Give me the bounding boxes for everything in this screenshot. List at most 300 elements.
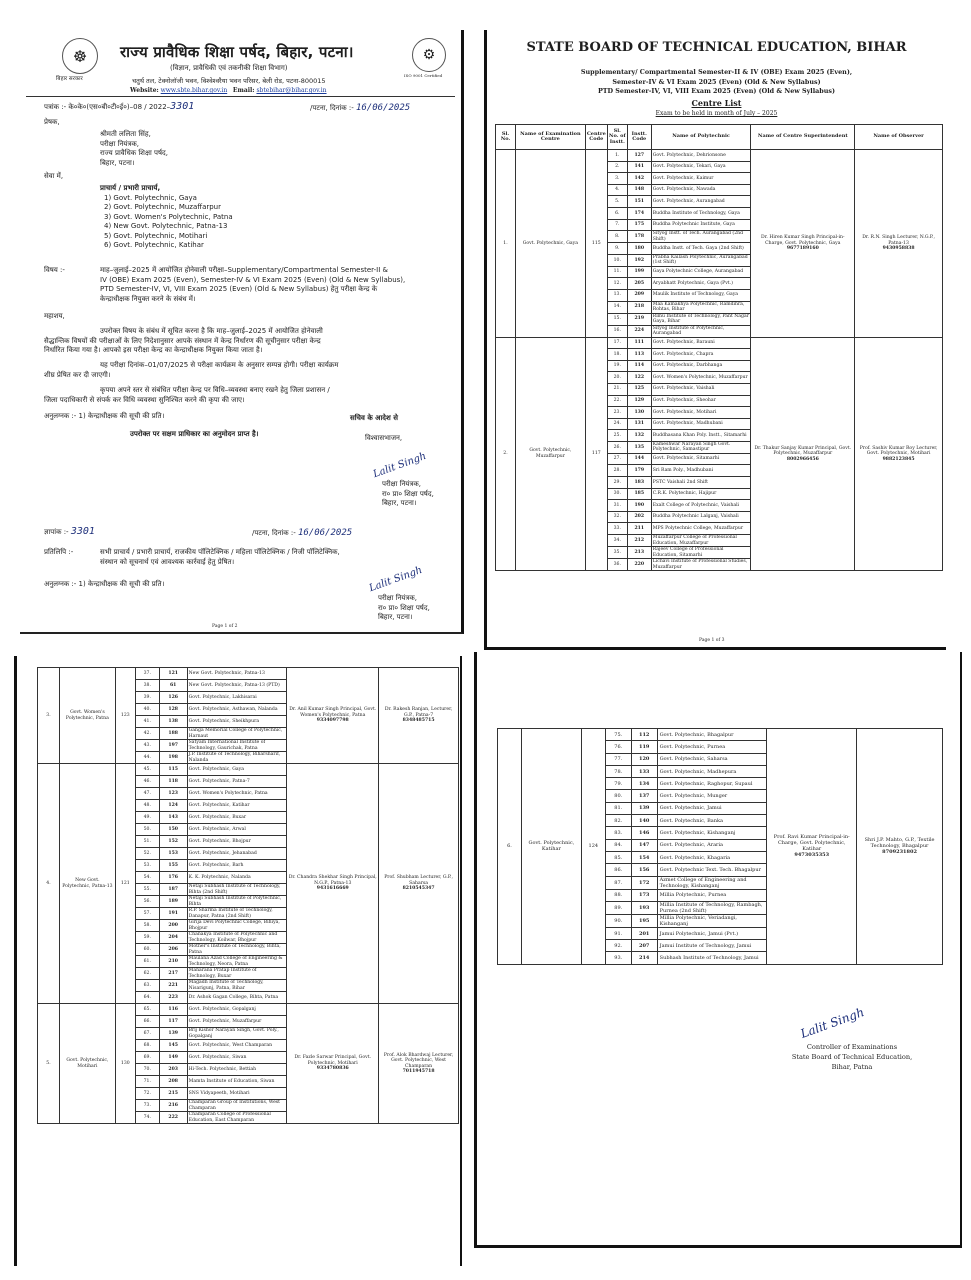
- inst-code: 138: [159, 716, 187, 728]
- inst-code: 141: [627, 161, 651, 173]
- inst-sl: 43.: [135, 740, 159, 752]
- polytechnic-name: Jamui Polytechnic, Jamui (Pvt.): [657, 927, 767, 939]
- obs-phone: 9882123845: [882, 456, 915, 462]
- inst-code: 189: [159, 896, 187, 908]
- inst-code: 117: [159, 1016, 187, 1028]
- polytechnic-name: Champaran Group of Institutions, West Champaran: [187, 1100, 287, 1112]
- inst-code: 179: [627, 465, 651, 477]
- inst-sl: 14.: [607, 301, 627, 313]
- inst-sl: 24.: [607, 418, 627, 430]
- obs-name: Dr. Rakesh Ranjan, Lecturer, G.P., Patna-7: [384, 707, 453, 718]
- inst-sl: 25.: [607, 430, 627, 442]
- inst-code: 148: [627, 184, 651, 196]
- inst-sl: 70.: [135, 1064, 159, 1076]
- month-note: Exam to be held in month of July – 2025: [655, 110, 778, 117]
- polytechnic-name: Govt. Polytechnic, Sheikhpura: [187, 716, 287, 728]
- inst-sl: 23.: [607, 407, 627, 419]
- inst-sl: 20.: [607, 372, 627, 384]
- inst-code: 144: [627, 453, 651, 465]
- inst-code: 209: [627, 289, 651, 301]
- polytechnic-name: Buddha Polytechnic Institute, Gaya: [651, 219, 751, 231]
- inst-code: 205: [627, 278, 651, 290]
- inst-code: 130: [627, 407, 651, 419]
- polytechnic-name: MPS Polytechnic College, Muzaffarpur: [651, 523, 751, 535]
- polytechnic-name: Govt. Polytechnic, Khagaria: [657, 851, 767, 863]
- group-centre: Govt. Polytechnic, Katihar: [521, 729, 581, 965]
- inst-sl: 29.: [607, 477, 627, 489]
- inst-sl: 72.: [135, 1088, 159, 1100]
- polytechnic-name: PSTC Vaishali 2nd Shift: [651, 477, 751, 489]
- recipient-block: प्राचार्य / प्रभारी प्राचार्य, 1) Govt. Polytechnic, Gaya 2) Govt. Polytechnic, Muzaffarpur 3) Govt. Women's Polytechnic, Patna 4) New Govt. Polytechnic, Patna-13 5) Govt. Polytechnic, Motihari 6) Govt. Polytechnic, Katihar: [100, 184, 233, 249]
- polytechnic-name: Buddha Instt. of Tech. Gaya (2nd Shift): [651, 243, 751, 255]
- table-row: [38, 668, 459, 680]
- inst-sl: 83.: [605, 827, 631, 839]
- inst-code: 149: [159, 1052, 187, 1064]
- polytechnic-name: Govt. Polytechnic, Vaishali: [651, 383, 751, 395]
- inst-sl: 47.: [135, 788, 159, 800]
- polytechnic-name: Chanakya Institute of Polytechnic and Technology, Koilwar, Bhojpur: [187, 932, 287, 944]
- polytechnic-name: Lichavi Institute of Professional Studies, Muzaffarpur: [651, 559, 751, 571]
- polytechnic-name: Maa Kamakhya Polytechnic, Ramdihra, Rohtas, Bihar: [651, 301, 751, 313]
- polytechnic-name: Govt. Polytechnic, Bhojpur: [187, 836, 287, 848]
- inst-sl: 3.: [607, 173, 627, 185]
- polytechnic-name: Jamui Institute of Technology, Jamui: [657, 940, 767, 952]
- inst-code: 153: [159, 848, 187, 860]
- inst-sl: 48.: [135, 800, 159, 812]
- inst-sl: 77.: [605, 753, 631, 765]
- pratilipi-block: सभी प्राचार्य / प्रभारी प्राचार्य, राजकीय पॉलिटेक्निक / महिला पॉलिटेक्निक / निजी पॉलिटेक्निक, संस्थान को सूचनार्थ एवं आवश्यक कार्रवाई हेतु प्रेषित।: [100, 548, 340, 566]
- inst-code: 191: [159, 908, 187, 920]
- inst-sl: 53.: [135, 860, 159, 872]
- inst-sl: 73.: [135, 1100, 159, 1112]
- inst-code: 155: [159, 860, 187, 872]
- polytechnic-name: Govt. Polytechnic, Muzaffarpur: [187, 1016, 287, 1028]
- inst-sl: 60.: [135, 944, 159, 956]
- inst-code: 212: [627, 535, 651, 547]
- approval-note: उपरोक्त पर सक्षम प्राधिकार का अनुमोदन प्राप्त है।: [130, 430, 259, 438]
- polytechnic-name: Govt. Polytechnic, Raghopur, Supaul: [657, 778, 767, 790]
- inst-sl: 33.: [607, 523, 627, 535]
- inst-sl: 10.: [607, 254, 627, 266]
- group-centre: Govt. Polytechnic, Motihari: [59, 1004, 115, 1124]
- polytechnic-name: New Govt. Polytechnic, Patna-13 (PTD): [187, 680, 287, 692]
- inst-code: 216: [159, 1100, 187, 1112]
- inst-sl: 6.: [607, 207, 627, 219]
- centre-list-page-2: [14, 656, 462, 1266]
- inst-code: 143: [159, 812, 187, 824]
- polytechnic-name: Govt. Polytechnic, Araria: [657, 839, 767, 851]
- inst-sl: 22.: [607, 395, 627, 407]
- group-code: 130: [115, 1004, 135, 1124]
- polytechnic-name: Govt. Polytechnic, Patna-7: [187, 776, 287, 788]
- polytechnic-name: Rajeev College of Professional Education, Sitamarhi: [651, 547, 751, 559]
- polytechnic-name: Millia Polytechnic, Purnea: [657, 889, 767, 901]
- group-sl: 3.: [38, 668, 60, 764]
- vishay-label: विषय :-: [44, 266, 65, 274]
- supt-phone: 9431616669: [316, 886, 349, 892]
- polytechnic-name: Govt. Polytechnic, Madhubani: [651, 418, 751, 430]
- inst-code: 139: [159, 1028, 187, 1040]
- inst-code: 202: [627, 511, 651, 523]
- superintendent-cell: [287, 764, 379, 1004]
- group-centre: Govt. Polytechnic, Muzaffarpur: [515, 337, 585, 571]
- inst-code: 125: [627, 383, 651, 395]
- inst-code: 131: [627, 418, 651, 430]
- col-code: Centre Code: [585, 125, 607, 150]
- polytechnic-name: Govt. Polytechnic, Chapra: [651, 349, 751, 361]
- supt-phone: 9334097798: [316, 718, 349, 724]
- inst-sl: 13.: [607, 289, 627, 301]
- sachiv-order: सचिव के आदेश से: [350, 414, 398, 422]
- inst-code: 176: [159, 872, 187, 884]
- polytechnic-name: Girija Devi Polytechnic College, Bihiya, Bhojpur: [187, 920, 287, 932]
- exam-lines: Supplementary/ Compartmental Semester-II & IV (OBE) Exam 2025 (Even), Semester-IV & VI Exam 2025 (Even) (Old & New Syllabus) PTD Semester-IV, VI, VIII Exam 2025 (Even) (Old & New Syllabus): [580, 68, 853, 95]
- inst-code: 207: [631, 940, 657, 952]
- centre-table-3: [497, 728, 943, 965]
- inst-sl: 1.: [607, 150, 627, 162]
- polytechnic-name: Govt. Polytechnic, Siwan: [187, 1052, 287, 1064]
- inst-code: 180: [627, 243, 651, 255]
- polytechnic-name: Govt. Women's Polytechnic, Patna: [187, 788, 287, 800]
- inst-sl: 55.: [135, 884, 159, 896]
- table-body: [496, 150, 943, 571]
- patna-date-2: /पटना, दिनांक :- 16/06/2025: [252, 528, 353, 538]
- supt-phone: 9334780836: [316, 1066, 349, 1072]
- inst-code: 137: [631, 790, 657, 802]
- inst-code: 122: [627, 372, 651, 384]
- polytechnic-name: Govt. Polytechnic, Saharsa: [657, 753, 767, 765]
- inst-sl: 81.: [605, 802, 631, 814]
- inst-code: 211: [627, 523, 651, 535]
- inst-code: 156: [631, 864, 657, 876]
- inst-sl: 35.: [607, 547, 627, 559]
- inst-sl: 80.: [605, 790, 631, 802]
- inst-sl: 38.: [135, 680, 159, 692]
- para-1: उपरोक्त विषय के संबंध में सूचित करना है कि माह–जुलाई–2025 में आयोजित होनेवाली सैद्धान्तिक विषयों की परीक्षाओं के लिए निदेशानुसार आपके संस्थान में केन्द्र निर्धारण की सूचीनुसार परीक्षा केन्द्र निर्धारित किया गया है। आपको इस परीक्षा केन्द्र का केन्द्राधीक्षक नियुक्त किया जाता है।: [44, 327, 323, 354]
- inst-code: 123: [159, 788, 187, 800]
- group-code: 123: [115, 668, 135, 764]
- inst-sl: 2.: [607, 161, 627, 173]
- polytechnic-name: Sri Ram Poly., Madhubani: [651, 465, 751, 477]
- observer-cell: [855, 150, 943, 338]
- inst-code: 197: [159, 740, 187, 752]
- vishwasbhajan: विश्वासभाजन,: [365, 434, 403, 442]
- inst-sl: 50.: [135, 824, 159, 836]
- polytechnic-name: Mother's Institute of Technology, Bihta, Patna: [187, 944, 287, 956]
- obs-name: Dr. R.N. Singh Lecturer, N.G.P., Patna-13: [862, 235, 935, 246]
- sign-block-2: परीक्षा नियंत्रक, रा० प्रा० शिक्षा पर्षद, बिहार, पटना।: [378, 594, 430, 621]
- observer-cell: [379, 1004, 459, 1124]
- col-inst-sl: Sl. No. of Instt.: [607, 125, 627, 150]
- inst-code: 224: [627, 325, 651, 337]
- obs-name: Prof. Shubham Lecturer, G.P., Saharsa: [384, 875, 453, 886]
- supt-name: Dr. Hiren Kumar Singh Principal-in-Charge, Govt. Polytechnic, Gaya: [761, 235, 845, 246]
- col-polytechnic: Name of Polytechnic: [651, 125, 751, 150]
- observer-cell: [857, 729, 943, 965]
- inst-sl: 42.: [135, 728, 159, 740]
- polytechnic-name: C.R.K. Polytechnic, Hajipur: [651, 488, 751, 500]
- inst-sl: 51.: [135, 836, 159, 848]
- table-row: [498, 729, 943, 741]
- inst-code: 133: [631, 765, 657, 777]
- inst-code: 147: [631, 839, 657, 851]
- centre-list-page-1: [484, 30, 946, 650]
- group-centre: Govt. Women's Polytechnic, Patna: [59, 668, 115, 764]
- col-superintendent: Name of Centre Superintendent: [751, 125, 855, 150]
- centre-table-1: [495, 124, 943, 571]
- signature-1: Lalit Singh: [371, 450, 428, 481]
- polytechnic-name: Govt. Polytechnic, Arwal: [187, 824, 287, 836]
- inst-sl: 36.: [607, 559, 627, 571]
- inst-sl: 7.: [607, 219, 627, 231]
- inst-sl: 19.: [607, 360, 627, 372]
- inst-code: 214: [631, 952, 657, 964]
- inst-code: 208: [159, 1076, 187, 1088]
- inst-code: 128: [159, 704, 187, 716]
- inst-code: 146: [631, 827, 657, 839]
- inst-sl: 11.: [607, 266, 627, 278]
- inst-code: 198: [159, 752, 187, 764]
- group-code: 115: [585, 150, 607, 338]
- inst-code: 174: [627, 207, 651, 219]
- inst-sl: 68.: [135, 1040, 159, 1052]
- inst-sl: 16.: [607, 325, 627, 337]
- obs-name: Shri J.P. Mahto, G.P., Textile Technology, Bhagalpur: [864, 837, 935, 850]
- observer-cell: [379, 764, 459, 1004]
- inst-sl: 18.: [607, 349, 627, 361]
- inst-code: 115: [159, 764, 187, 776]
- inst-sl: 67.: [135, 1028, 159, 1040]
- inst-code: 121: [159, 668, 187, 680]
- inst-code: 175: [627, 219, 651, 231]
- group-sl: 2.: [496, 337, 516, 571]
- polytechnic-name: K. K. Polytechnic, Nalanda: [187, 872, 287, 884]
- inst-sl: 93.: [605, 952, 631, 964]
- inst-sl: 89.: [605, 901, 631, 914]
- group-code: 121: [115, 764, 135, 1004]
- inst-code: 151: [627, 196, 651, 208]
- inst-code: 215: [159, 1088, 187, 1100]
- controller-signature: Lalit Singh: [798, 1005, 867, 1041]
- superintendent-cell: [287, 1004, 379, 1124]
- inst-code: 150: [159, 824, 187, 836]
- patna-date: /पटना, दिनांक :- 16/06/2025: [310, 103, 411, 113]
- inst-sl: 9.: [607, 243, 627, 255]
- polytechnic-name: Govt. Polytechnic, Nawada: [651, 184, 751, 196]
- inst-code: 116: [159, 1004, 187, 1016]
- obs-phone: 8709231802: [882, 849, 917, 856]
- inst-sl: 30.: [607, 488, 627, 500]
- inst-sl: 45.: [135, 764, 159, 776]
- polytechnic-name: Govt. Polytechnic, Gaya: [187, 764, 287, 776]
- inst-code: 173: [631, 889, 657, 901]
- letter-page: [20, 30, 464, 634]
- page-number-2: Page 1 of 3: [699, 638, 725, 643]
- polytechnic-name: Muzaffarpur College of Professional Education, Muzaffarpur: [651, 535, 751, 547]
- inst-sl: 46.: [135, 776, 159, 788]
- inst-code: 220: [627, 559, 651, 571]
- polytechnic-name: Govt. Polytechnic, Barh: [187, 860, 287, 872]
- inst-sl: 34.: [607, 535, 627, 547]
- inst-code: 222: [159, 1112, 187, 1124]
- table-row: [38, 764, 459, 776]
- polytechnic-name: Satyam International Institute of Technology, Gaurichak, Patna: [187, 740, 287, 752]
- group-code: 124: [581, 729, 605, 965]
- inst-sl: 69.: [135, 1052, 159, 1064]
- polytechnic-name: Govt. Polytechnic, Madhepura: [657, 765, 767, 777]
- inst-code: 206: [159, 944, 187, 956]
- inst-code: 126: [159, 692, 187, 704]
- polytechnic-name: Govt. Polytechnic, Dehrionsone: [651, 150, 751, 162]
- inst-code: 204: [159, 932, 187, 944]
- polytechnic-name: Govt. Polytechnic, Jamui: [657, 802, 767, 814]
- polytechnic-name: Magadh Institute of Technology, Nisarigunj, Patna, Bihar: [187, 980, 287, 992]
- inst-code: 210: [159, 956, 187, 968]
- polytechnic-name: Govt. Polytechnic, Tekari, Gaya: [651, 161, 751, 173]
- polytechnic-name: Govt. Polytechnic, West Champaran: [187, 1040, 287, 1052]
- board-seal-icon: ⚙: [412, 38, 446, 72]
- polytechnic-name: Maulik Institute of Technology, Gaya: [651, 289, 751, 301]
- polytechnic-name: Gaya Polytechnic College, Aurangabad: [651, 266, 751, 278]
- observer-cell: [855, 337, 943, 571]
- table-header: [496, 125, 943, 150]
- anulagnak-2: अनुलग्नक :- 1) केन्द्राधीक्षक की सूची की प्रति।: [44, 580, 165, 588]
- inst-sl: 27.: [607, 453, 627, 465]
- board-title: STATE BOARD OF TECHNICAL EDUCATION, BIHAR: [526, 40, 907, 55]
- page-number-1: Page 1 of 2: [212, 624, 238, 629]
- inst-code: 118: [159, 776, 187, 788]
- inst-sl: 57.: [135, 908, 159, 920]
- inst-sl: 78.: [605, 765, 631, 777]
- polytechnic-name: Brij Kishor Narayan Singh, Govt. Poly., Gopalganj: [187, 1028, 287, 1040]
- inst-sl: 44.: [135, 752, 159, 764]
- inst-sl: 58.: [135, 920, 159, 932]
- sender-block: श्रीमती ललिता सिंह, परीक्षा नियंत्रक, राज्य प्रावैधिक शिक्षा पर्षद, बिहार, पटना।: [100, 130, 168, 167]
- polytechnic-name: Champaran College of Professional Education, East Champaran: [187, 1112, 287, 1124]
- letterhead-title: राज्य प्रावैधिक शिक्षा पर्षद, बिहार, पटना।: [120, 43, 354, 61]
- inst-sl: 65.: [135, 1004, 159, 1016]
- supt-name: Dr. Anil Kumar Singh Principal, Govt. Women's Polytechnic, Patna: [289, 707, 377, 718]
- subject-block: माह–जुलाई–2025 में आयोजित होनेवाली परीक्षा–Supplementary/Compartmental Semester-II & IV (OBE) Exam 2025 (Even), Semester-IV & VI Exam 2025 (Even) (Old & New Syllabus), PTD Semester-IV, VI, VIII Exam 2025 (Even) (Old & New Syllabus) हेतु परीक्षा केन्द्र के केन्द्राधीक्षक नियुक्त करने के संबंध में।: [100, 266, 406, 303]
- sign-block-1: परीक्षा नियंत्रक, रा० प्रा० शिक्षा पर्षद, बिहार, पटना।: [382, 480, 434, 507]
- inst-code: 213: [627, 547, 651, 559]
- inst-sl: 71.: [135, 1076, 159, 1088]
- inst-code: 217: [159, 968, 187, 980]
- polytechnic-name: Kameshwar Narayan Singh Govt. Polytechnic, Samastipur: [651, 441, 751, 453]
- inst-sl: 82.: [605, 815, 631, 827]
- supt-name: Dr. Chandra Shekhar Singh Principal, N.G.P., Patna-13: [288, 875, 377, 886]
- supt-name: Dr. Fazle Sarwar Principal, Govt. Polytechnic, Motihari: [294, 1055, 372, 1066]
- group-centre: New Govt. Polytechnic, Patna-13: [59, 764, 115, 1004]
- polytechnic-name: Millia Polytechnic, Veriadangi, Kishanganj: [657, 914, 767, 927]
- supt-phone: 9677189160: [786, 246, 819, 252]
- inst-code: 132: [627, 430, 651, 442]
- controller-block: Controller of Examinations State Board of Technical Education, Bihar, Patna: [791, 1043, 913, 1071]
- inst-sl: 8.: [607, 231, 627, 243]
- polytechnic-name: Maharana Pratap Institute of Technology, Buxar: [187, 968, 287, 980]
- inst-sl: 92.: [605, 940, 631, 952]
- inst-sl: 56.: [135, 896, 159, 908]
- inst-code: 195: [631, 914, 657, 927]
- polytechnic-name: Aryabhatt Polytechnic, Gaya (Pvt.): [651, 278, 751, 290]
- inst-code: 127: [627, 150, 651, 162]
- inst-sl: 21.: [607, 383, 627, 395]
- table-body: [38, 668, 459, 1124]
- table-row: [496, 150, 943, 162]
- signature-2: Lalit Singh: [367, 564, 424, 595]
- inst-code: 188: [159, 728, 187, 740]
- inst-code: 152: [159, 836, 187, 848]
- polytechnic-name: Netaji Subhash Institute of Technology, Bihta (2nd Shift): [187, 884, 287, 896]
- inst-code: 119: [631, 741, 657, 753]
- letterhead-subtitle: (विज्ञान, प्रावैधिकी एवं तकनीकी शिक्षा विभाग): [170, 64, 288, 72]
- centre-table-2: [37, 667, 459, 1124]
- inst-code: 218: [627, 301, 651, 313]
- polytechnic-name: Govt. Polytechnic, Katihar: [187, 800, 287, 812]
- inst-sl: 5.: [607, 196, 627, 208]
- polytechnic-name: Subhash Institute of Technology, Jamui: [657, 952, 767, 964]
- inst-sl: 88.: [605, 889, 631, 901]
- inst-code: 134: [631, 778, 657, 790]
- group-sl: 1.: [496, 150, 516, 338]
- inst-sl: 17.: [607, 337, 627, 349]
- polytechnic-name: R.P. Sharma Institute of Technology, Danapur, Patna (2nd Shift): [187, 908, 287, 920]
- obs-phone: 7011945718: [402, 1069, 435, 1074]
- group-code: 117: [585, 337, 607, 571]
- polytechnic-name: New Govt. Polytechnic, Patna-13: [187, 668, 287, 680]
- inst-code: 190: [627, 500, 651, 512]
- inst-sl: 76.: [605, 741, 631, 753]
- para-2: यह परीक्षा दिनांक–01/07/2025 से परीक्षा कार्यक्रम के अनुसार सम्पन्न होगी। परीक्षा कार्यक्रम शीघ्र प्रेषित कर दी जाएगी।: [44, 361, 339, 379]
- inst-code: 201: [631, 927, 657, 939]
- inst-sl: 61.: [135, 956, 159, 968]
- group-centre: Govt. Polytechnic, Gaya: [515, 150, 585, 338]
- inst-code: 135: [627, 441, 651, 453]
- polytechnic-name: Govt. Women's Polytechnic, Muzaffarpur: [651, 372, 751, 384]
- inst-sl: 12.: [607, 278, 627, 290]
- polytechnic-name: J.P. Institute of Technology, Biharsharif, Nalanda: [187, 752, 287, 764]
- inst-code: 154: [631, 851, 657, 863]
- obs-phone: 8348485715: [402, 718, 435, 724]
- polytechnic-name: SNS Vidyapeeth, Motihari: [187, 1088, 287, 1100]
- inst-sl: 87.: [605, 876, 631, 889]
- inst-code: 200: [159, 920, 187, 932]
- polytechnic-name: Govt. Polytechnic, Purnea: [657, 741, 767, 753]
- inst-code: 178: [627, 231, 651, 243]
- inst-sl: 32.: [607, 511, 627, 523]
- inst-sl: 91.: [605, 927, 631, 939]
- patrank-line: पत्रांक :- के०के०(एस०बी०टी०ई०)–08 / 2022–3301: [44, 101, 195, 112]
- inst-sl: 52.: [135, 848, 159, 860]
- inst-code: 114: [627, 360, 651, 372]
- polytechnic-name: Govt. Polytechnic, Kishanganj: [657, 827, 767, 839]
- col-centre: Name of Examination Centre: [515, 125, 585, 150]
- polytechnic-name: Govt. Polytechnic, Sheohar: [651, 395, 751, 407]
- inst-sl: 90.: [605, 914, 631, 927]
- bihar-emblem-icon: ☸: [62, 38, 98, 74]
- polytechnic-name: Sityog Instt. of Tech. Aurangabad (2nd Shift): [651, 231, 751, 243]
- inst-code: 111: [627, 337, 651, 349]
- inst-sl: 54.: [135, 872, 159, 884]
- polytechnic-name: Millia Institute of Technology, Rambagh, Purnea (2nd Shift): [657, 901, 767, 914]
- inst-sl: 40.: [135, 704, 159, 716]
- group-sl: 6.: [498, 729, 522, 965]
- inst-sl: 85.: [605, 851, 631, 863]
- polytechnic-name: Buddhasana Khan Poly. Instt., Sitamarhi: [651, 430, 751, 442]
- superintendent-cell: [751, 150, 855, 338]
- polytechnic-name: Govt. Polytechnic, Aurangabad: [651, 196, 751, 208]
- inst-sl: 26.: [607, 441, 627, 453]
